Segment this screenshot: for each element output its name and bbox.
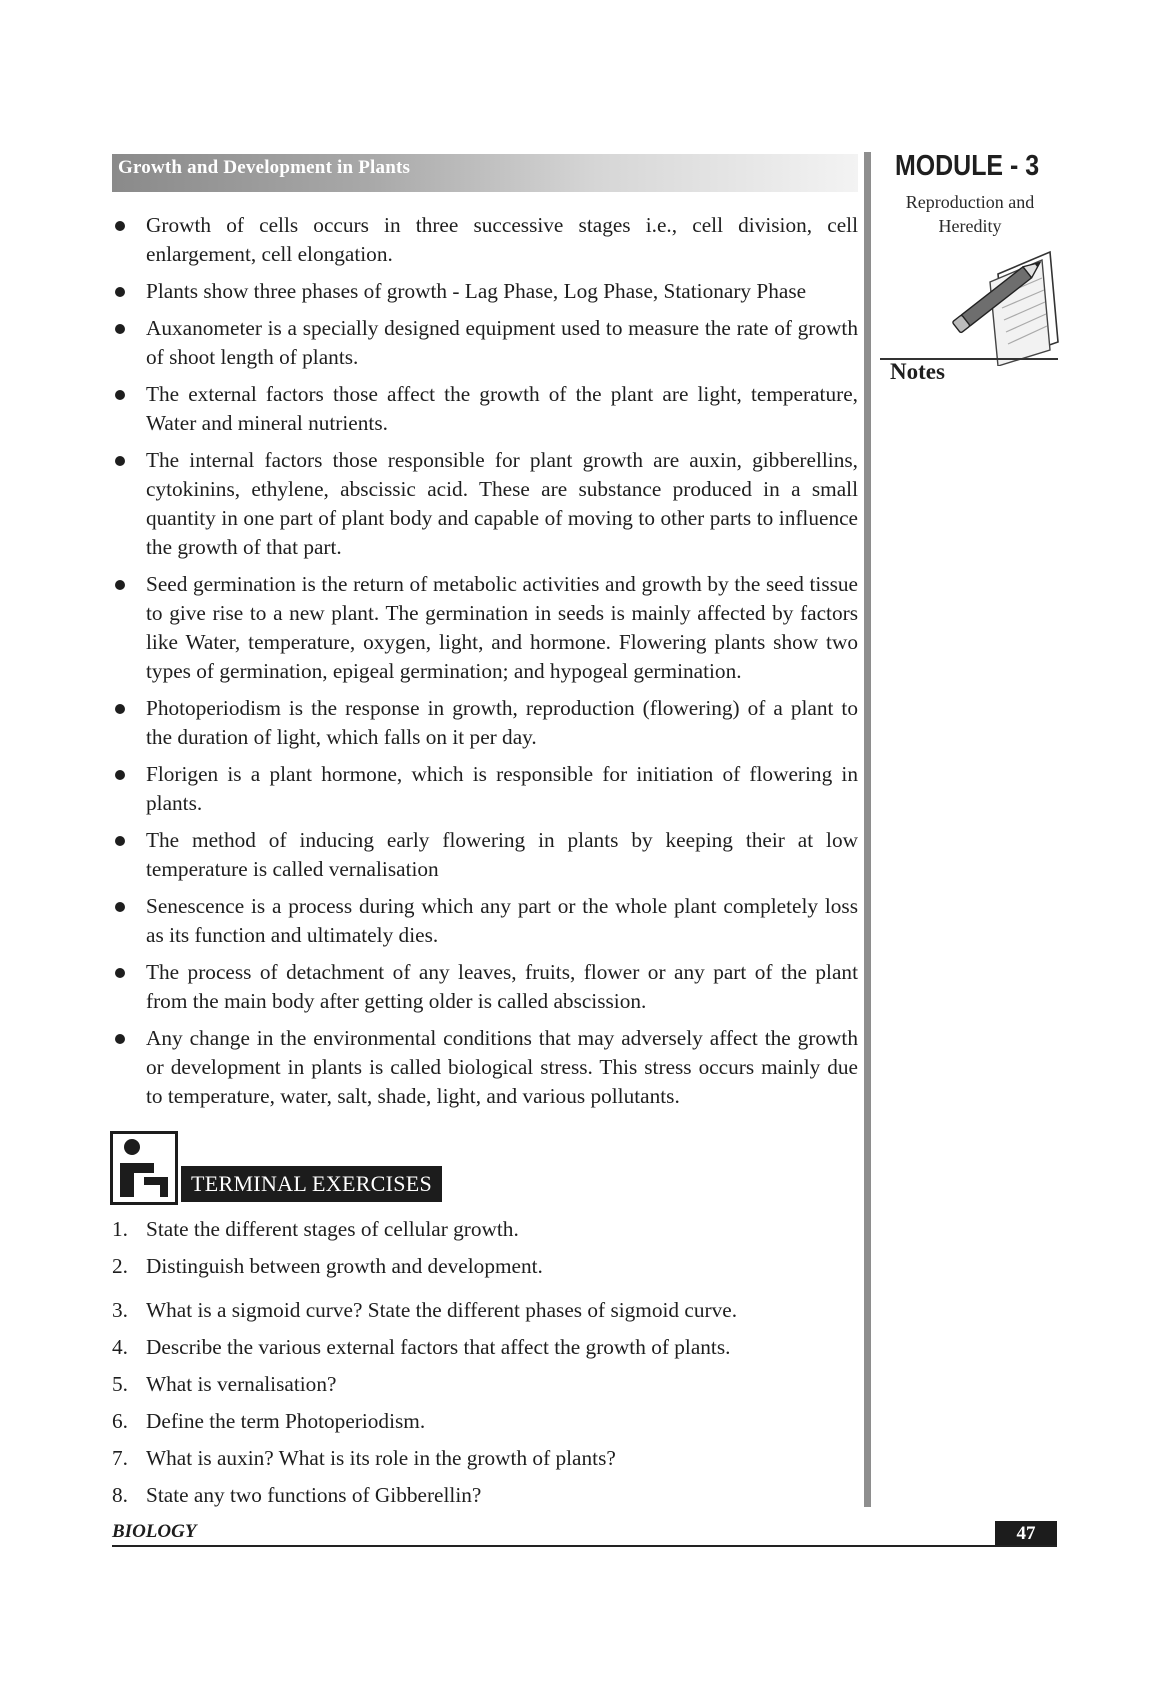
terminal-exercises-heading: TERMINAL EXERCISES (181, 1166, 442, 1202)
exercise-number: 8. (112, 1483, 128, 1507)
notes-pencil-icon (950, 246, 1060, 371)
exercise-text: What is vernalisation? (146, 1372, 337, 1396)
exercise-text: State any two functions of Gibberellin? (146, 1483, 482, 1507)
list-item (110, 958, 858, 1016)
list-item-text: Any change in the environmental conditions that may adversely affect the growth or development in plants is called biological stress. This stress occurs mainly due to temperature, water, salt, shade, light, and various pollutants. (146, 1026, 858, 1108)
exercise-text: Define the term Photoperiodism. (146, 1409, 426, 1433)
student-at-desk-icon (110, 1131, 178, 1210)
exercise-text: What is a sigmoid curve? State the different phases of sigmoid curve. (146, 1298, 738, 1322)
list-item-text: Senescence is a process during which any part or the whole plant completely loss as its function and ultimately dies. (146, 894, 858, 947)
module-subtitle (885, 190, 1055, 238)
list-item (110, 314, 858, 372)
list-item (110, 277, 858, 306)
bullet-icon (115, 902, 125, 912)
list-item (110, 446, 858, 562)
module-subtitle-line1: Reproduction and (905, 192, 1035, 212)
list-item (110, 694, 858, 752)
module-title: MODULE - 3 (895, 150, 1040, 182)
list-item (110, 826, 858, 884)
page-number: 47 (995, 1521, 1057, 1547)
bullet-icon (115, 704, 125, 714)
chapter-title: Growth and Development in Plants (118, 157, 411, 178)
exercise-item (110, 1333, 858, 1362)
exercise-text: State the different stages of cellular growth. (146, 1217, 519, 1241)
bullet-icon (115, 456, 125, 466)
bullet-icon (115, 287, 125, 297)
exercise-text: Describe the various external factors that affect the growth of plants. (146, 1335, 731, 1359)
bullet-icon (115, 221, 125, 231)
list-item (110, 570, 858, 686)
footer-rule (112, 1545, 1057, 1547)
bullet-icon (115, 1034, 125, 1044)
exercise-text: Distinguish between growth and development. (146, 1254, 543, 1278)
exercise-number: 2. (112, 1254, 128, 1278)
exercise-item (110, 1296, 858, 1325)
notes-label: Notes (890, 359, 945, 384)
bullet-icon (115, 968, 125, 978)
list-item-text: The internal factors those responsible for plant growth are auxin, gibberellins, cytokinins, ethylene, abscissic acid. These are substance produced in a small quantity in one part of plant body and capable of moving to other parts to influence the growth of that part. (146, 448, 858, 559)
exercise-item (110, 1370, 858, 1399)
exercise-number: 6. (112, 1409, 128, 1433)
list-item (110, 760, 858, 818)
bullet-icon (115, 324, 125, 334)
list-item-text: The method of inducing early flowering in plants by keeping their at low temperature is called vernalisation (146, 828, 858, 881)
list-item (110, 1024, 858, 1111)
exercise-item (110, 1444, 858, 1473)
margin-divider (864, 152, 871, 1507)
list-item-text: Growth of cells occurs in three successive stages i.e., cell division, cell enlargement, cell elongation. (146, 213, 858, 266)
bullet-icon (115, 770, 125, 780)
list-item-text: The external factors those affect the growth of the plant are light, temperature, Water and mineral nutrients. (146, 382, 858, 435)
exercise-list (110, 1215, 858, 1518)
exercise-item (110, 1215, 858, 1244)
list-item-text: Florigen is a plant hormone, which is responsible for initiation of flowering in plants. (146, 762, 858, 815)
exercise-item (110, 1407, 858, 1436)
exercise-item (110, 1481, 858, 1510)
bullet-icon (115, 836, 125, 846)
footer-subject: BIOLOGY (112, 1521, 197, 1542)
list-item-text: The process of detachment of any leaves, fruits, flower or any part of the plant from the main body after getting older is called abscission. (146, 960, 858, 1013)
exercise-number: 1. (112, 1217, 128, 1241)
exercise-number: 4. (112, 1335, 128, 1359)
exercise-text: What is auxin? What is its role in the growth of plants? (146, 1446, 616, 1470)
list-item (110, 211, 858, 269)
list-item-text: Photoperiodism is the response in growth, reproduction (flowering) of a plant to the duration of light, which falls on it per day. (146, 696, 858, 749)
exercise-number: 7. (112, 1446, 128, 1470)
module-subtitle-line2: Heredity (938, 216, 1002, 236)
list-item-text: Plants show three phases of growth - Lag Phase, Log Phase, Stationary Phase (146, 279, 807, 303)
bullet-icon (115, 580, 125, 590)
bullet-icon (115, 390, 125, 400)
list-item-text: Auxanometer is a specially designed equipment used to measure the rate of growth of shoot length of plants. (146, 316, 858, 369)
exercise-number: 3. (112, 1298, 128, 1322)
exercise-number: 5. (112, 1372, 128, 1396)
list-item (110, 892, 858, 950)
list-item-text: Seed germination is the return of metabolic activities and growth by the seed tissue to give rise to a new plant. The germination in seeds is mainly affected by factors like Water, temperature, oxygen, light, and hormone. Flowering plants show two types of germination, epigeal germination; and hypogeal germination. (146, 572, 858, 683)
exercise-item (110, 1252, 858, 1281)
list-item (110, 380, 858, 438)
summary-list (110, 211, 858, 1119)
